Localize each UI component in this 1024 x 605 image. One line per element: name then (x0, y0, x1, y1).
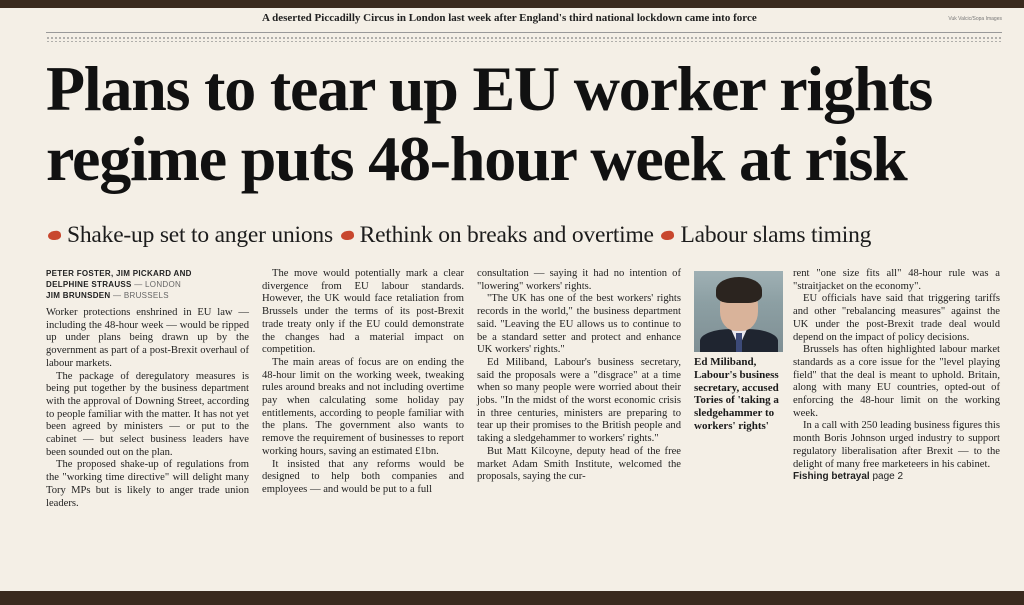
headline-line-2: regime puts 48-hour week at risk (46, 123, 907, 194)
bullet-icon (47, 230, 61, 241)
paragraph: But Matt Kilcoyne, deputy head of the free market Adam Smith Institute, welcomed the proposals, saying the cur- (477, 445, 681, 483)
strapline (46, 220, 1006, 250)
strap-item-3: Labour slams timing (680, 222, 872, 248)
cross-reference-label: Fishing betrayal (793, 471, 870, 483)
paragraph: The main areas of focus are on ending the 48-hour limit on the working week, tweaking rules around breaks and not including overtime pay when calculating some holiday pay entitlements, according to people familiar with the plans. The government also wants to remove the requirement of businesses to report working hours, saving an estimated £1bn. (262, 356, 464, 457)
byline-line-1: PETER FOSTER, JIM PICKARD AND (46, 269, 192, 278)
portrait-caption: Ed Miliband, Labour's business secretary, accused Tories of 'taking a sledgehammer to workers' rights' (694, 356, 779, 432)
photo-credit: Vuk Valcic/Sopa Images (948, 16, 1002, 22)
byline-location: — LONDON (134, 280, 182, 289)
paragraph: "The UK has one of the best workers' rights records in the world," the business department said. "Leaving the EU allows us to continue to be a standard setter and protect and enhance UK workers' rights." (477, 293, 681, 356)
headline-line-1: Plans to tear up EU worker rights (46, 53, 933, 124)
byline-line-3 (46, 290, 249, 301)
paragraph: consultation — saying it had no intention of "lowering" workers' rights. (477, 268, 681, 292)
article-column-4 (793, 268, 1000, 484)
byline-name: JIM BRUNSDEN (46, 291, 111, 300)
byline-name: DELPHINE STRAUSS (46, 280, 132, 289)
top-frame (0, 0, 1024, 8)
paragraph: rent "one size fits all" 48-hour rule was a "straitjacket on the economy". (793, 268, 1000, 292)
article-column-3 (477, 268, 681, 484)
article-column-1 (46, 268, 249, 510)
paragraph: The move would potentially mark a clear divergence from EU labour standards. However, the UK would face retaliation from Brussels under the terms of its post-Brexit trade treaty only if the EU could demonstrate the changes had a material impact on competition. (262, 268, 464, 356)
bullet-icon (661, 230, 675, 241)
portrait-photo (694, 271, 783, 352)
paragraph: EU officials have said that triggering tariffs and other "rebalancing measures" against the UK under the post-Brexit trade deal would depend on the impact of policy decisions. (793, 293, 1000, 343)
strap-item-1: Shake-up set to anger unions (67, 222, 333, 248)
headline (46, 54, 996, 194)
paragraph: The package of deregulatory measures is being put together by the business department with the approval of Downing Street, according to people familiar with the matter. It has not yet been agreed by ministers — or put to the cabinet — but select business leaders have been sounded out on the plan. (46, 370, 249, 458)
paragraph: The proposed shake-up of regulations from the "working time directive" will delight many Tory MPs but is likely to anger trade union leaders. (46, 459, 249, 509)
byline (46, 268, 249, 301)
dotted-rule (46, 36, 1002, 42)
strap-item-2: Rethink on breaks and overtime (359, 222, 654, 248)
paragraph: In a call with 250 leading business figures this month Boris Johnson urged industry to support regulatory liberalisation after Brexit — to the delight of many free marketeers in his cabinet. (793, 420, 1000, 470)
paragraph: It insisted that any reforms would be designed to help both companies and employees — and would be put to a full (262, 458, 464, 495)
article-column-2 (262, 268, 464, 497)
divider-rule (46, 32, 1002, 33)
photo-caption-top: A deserted Piccadilly Circus in London last week after England's third national lockdown came into force (262, 12, 757, 24)
paragraph: Ed Miliband, Labour's business secretary, said the proposals were a "disgrace" at a time when so many people were worried about their jobs. "In the midst of the worst economic crisis in three centuries, ministers are preparing to tear up their promises to the British people and taking a sledgehammer to workers' rights." (477, 356, 681, 445)
bottom-frame (0, 591, 1024, 605)
byline-location: — BRUSSELS (113, 291, 169, 300)
bullet-icon (340, 230, 354, 241)
paragraph: Brussels has often highlighted labour market standards as a core issue for the "level playing field" that the deal is meant to uphold. Britain, along with many EU countries, opted-out of enforcing the 48-hour limit on the working week. (793, 344, 1000, 419)
byline-line-2 (46, 279, 249, 290)
cross-reference (793, 471, 1000, 484)
cross-reference-page: page 2 (872, 471, 904, 483)
paragraph: Worker protections enshrined in EU law — including the 48-hour week — would be ripped up under plans being drawn up by the government as part of a post-Brexit overhaul of labour markets. (46, 307, 249, 369)
